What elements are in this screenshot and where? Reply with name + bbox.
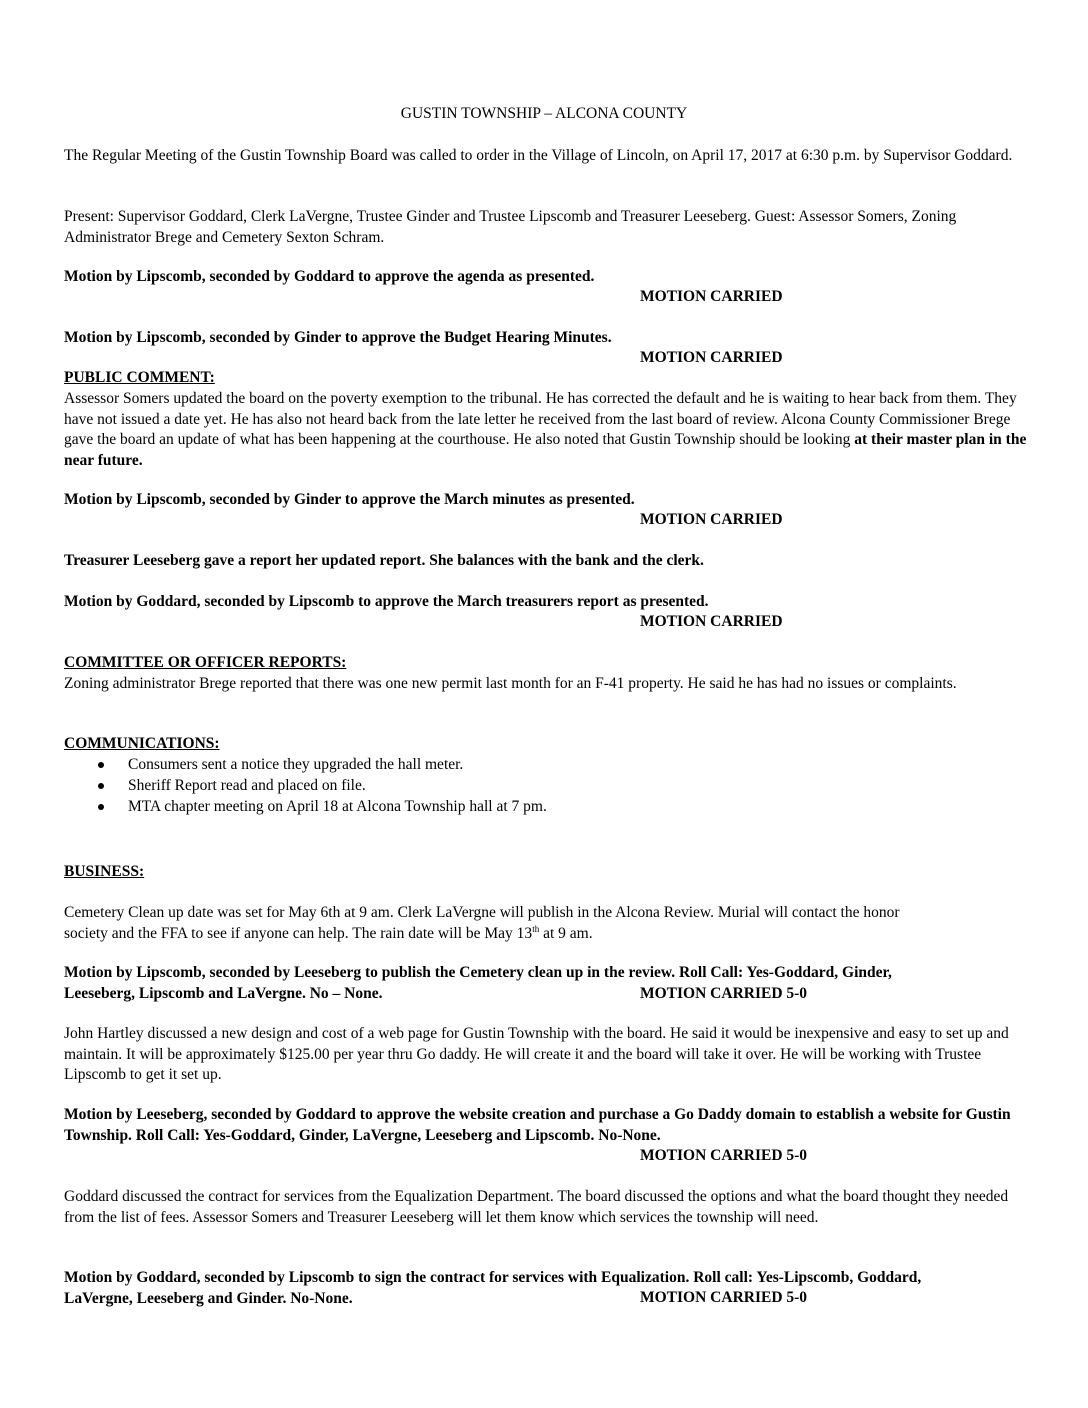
bullet-icon — [98, 804, 104, 810]
public-comment-paragraph — [64, 389, 1039, 471]
motion-treasurer-report: Motion by Goddard, seconded by Lipscomb to approve the March treasurers report as presented. — [64, 593, 709, 610]
committee-reports-paragraph: Zoning administrator Brege reported that there was one new permit last month for an F-41 property. He said he has had no issues or complaints. — [64, 675, 957, 692]
business-heading: BUSINESS: — [64, 863, 145, 880]
motion-budget-minutes: Motion by Lipscomb, seconded by Ginder to approve the Budget Hearing Minutes. — [64, 329, 612, 346]
motion-agenda: Motion by Lipscomb, seconded by Goddard to approve the agenda as presented. — [64, 268, 595, 285]
motion-website: Motion by Leeseberg, seconded by Goddard to approve the website creation and purchase a Go Daddy domain to establish a website for Gustin Township. Roll Call: Yes-Goddard, Ginder, LaVergne, Leeseberg and Lipscomb. No-None. — [64, 1106, 1011, 1144]
motion-website-result: MOTION CARRIED 5-0 — [640, 1147, 808, 1164]
motion-march-minutes-result: MOTION CARRIED — [640, 511, 783, 528]
attendance-paragraph: Present: Supervisor Goddard, Clerk LaVergne, Trustee Ginder and Trustee Lipscomb and Treasurer Leeseberg. Guest: Assessor Somers, Zoning Administrator Brege and Cemetery Sexton Schram. — [64, 208, 957, 246]
motion-treasurer-report-result: MOTION CARRIED — [640, 613, 783, 630]
motion-budget-minutes-result: MOTION CARRIED — [640, 349, 783, 366]
website-paragraph: John Hartley discussed a new design and cost of a web page for Gustin Township with the board. He said it would be inexpensive and easy to set up and maintain. It will be approximately $125.00 per year thru Go daddy. He will create it and the board will take it over. He will be working with Trustee Lipscomb to get it set up. — [64, 1025, 1009, 1083]
committee-reports-heading: COMMITTEE OR OFFICER REPORTS: — [64, 654, 347, 671]
list-item: Sheriff Report read and placed on file. — [64, 776, 1039, 797]
communications-list — [64, 755, 1039, 818]
cemetery-cleanup-paragraph: Cemetery Clean up date was set for May 6th at 9 am. Clerk LaVergne will publish in the Alcona Review. Murial will contact the honor society and the FFA to see if anyone can help. The rain date will be May 13th at 9 am. — [64, 904, 900, 942]
motion-cemetery-publish: Motion by Lipscomb, seconded by Leeseberg to publish the Cemetery clean up in the review. Roll Call: Yes-Goddard, Ginder, Leeseberg, Lipscomb and LaVergne. No – None. — [64, 964, 892, 1002]
motion-march-minutes: Motion by Lipscomb, seconded by Ginder to approve the March minutes as presented. — [64, 491, 635, 508]
motion-equalization: Motion by Goddard, seconded by Lipscomb to sign the contract for services with Equalization. Roll call: Yes-Lipscomb, Goddard, LaVergne, Leeseberg and Ginder. No-None. — [64, 1269, 922, 1307]
motion-cemetery-publish-result: MOTION CARRIED 5-0 — [640, 985, 808, 1002]
equalization-paragraph: Goddard discussed the contract for services from the Equalization Department. The board discussed the options and what the board thought they needed from the list of fees. Assessor Somers and Treasurer Leeseberg will let them know which services the township will need. — [64, 1188, 1009, 1226]
document-title: GUSTIN TOWNSHIP – ALCONA COUNTY — [400, 105, 688, 122]
treasurer-report-text: Treasurer Leeseberg gave a report her updated report. She balances with the bank and the clerk. — [64, 552, 704, 569]
bullet-icon — [98, 762, 104, 768]
public-comment-text: Assessor Somers updated the board on the poverty exemption to the tribunal. He has corrected the default and he is waiting to hear back from them. They have not issued a date yet. He has also not heard back from the late letter he received from the last board of review. Alcona County Commissioner Brege gave the board an update of what has been happening at the courthouse. He also noted that Gustin Township should be looking — [64, 390, 1017, 448]
list-item: MTA chapter meeting on April 18 at Alcona Township hall at 7 pm. — [64, 797, 1039, 818]
intro-paragraph: The Regular Meeting of the Gustin Township Board was called to order in the Village of Lincoln, on April 17, 2017 at 6:30 p.m. by Supervisor Goddard. — [64, 147, 1013, 164]
motion-equalization-result: MOTION CARRIED 5-0 — [640, 1289, 808, 1306]
communications-heading: COMMUNICATIONS: — [64, 735, 220, 752]
list-item: Consumers sent a notice they upgraded the hall meter. — [64, 755, 1039, 776]
motion-agenda-result: MOTION CARRIED — [640, 288, 783, 305]
public-comment-bold-text: at their master plan in the near future. — [64, 431, 1027, 469]
public-comment-heading: PUBLIC COMMENT: — [64, 369, 215, 386]
bullet-icon — [98, 783, 104, 789]
